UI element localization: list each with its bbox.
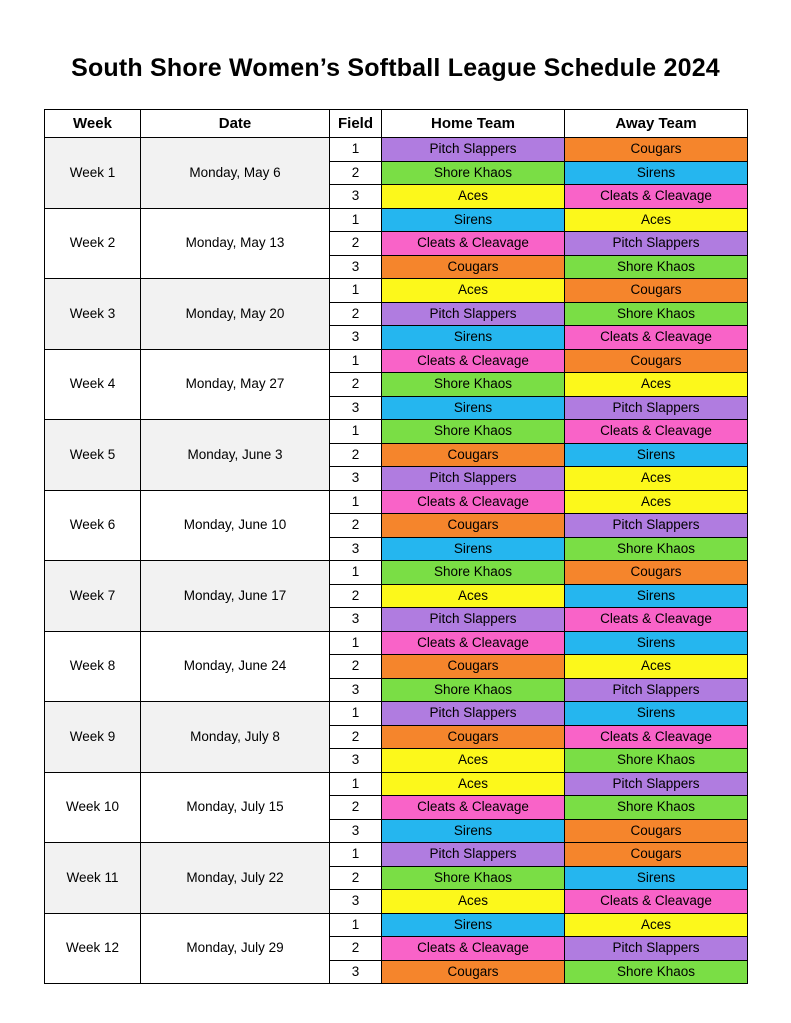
away-team-cell: Cougars: [565, 349, 748, 373]
table-row: [45, 420, 748, 444]
away-team-cell: Shore Khaos: [565, 960, 748, 984]
date-cell: Monday, July 22: [141, 843, 330, 914]
home-team-cell: Cleats & Cleavage: [382, 937, 565, 961]
date-cell: Monday, June 17: [141, 561, 330, 632]
table-row: [45, 913, 748, 937]
home-team-cell: Sirens: [382, 913, 565, 937]
page-title: South Shore Women’s Softball League Schedule 2024: [71, 54, 720, 82]
field-cell: 2: [330, 302, 382, 326]
field-cell: 2: [330, 866, 382, 890]
field-cell: 1: [330, 702, 382, 726]
home-team-cell: Shore Khaos: [382, 161, 565, 185]
away-team-cell: Cleats & Cleavage: [565, 185, 748, 209]
field-cell: 2: [330, 373, 382, 397]
date-cell: Monday, June 24: [141, 631, 330, 702]
column-header-home-team: Home Team: [382, 110, 565, 138]
table-row: [45, 490, 748, 514]
away-team-cell: Pitch Slappers: [565, 772, 748, 796]
home-team-cell: Aces: [382, 890, 565, 914]
away-team-cell: Shore Khaos: [565, 796, 748, 820]
date-cell: Monday, May 13: [141, 208, 330, 279]
schedule-table: [44, 109, 748, 984]
field-cell: 3: [330, 326, 382, 350]
field-cell: 3: [330, 467, 382, 491]
home-team-cell: Sirens: [382, 396, 565, 420]
field-cell: 1: [330, 420, 382, 444]
home-team-cell: Sirens: [382, 819, 565, 843]
column-header-field: Field: [330, 110, 382, 138]
week-cell: Week 2: [45, 208, 141, 279]
field-cell: 3: [330, 608, 382, 632]
table-row: [45, 138, 748, 162]
column-header-week: Week: [45, 110, 141, 138]
field-cell: 1: [330, 349, 382, 373]
home-team-cell: Pitch Slappers: [382, 138, 565, 162]
week-cell: Week 9: [45, 702, 141, 773]
away-team-cell: Pitch Slappers: [565, 678, 748, 702]
field-cell: 1: [330, 631, 382, 655]
table-row: [45, 702, 748, 726]
away-team-cell: Sirens: [565, 702, 748, 726]
field-cell: 1: [330, 843, 382, 867]
home-team-cell: Sirens: [382, 208, 565, 232]
week-cell: Week 3: [45, 279, 141, 350]
away-team-cell: Aces: [565, 467, 748, 491]
away-team-cell: Cougars: [565, 819, 748, 843]
field-cell: 1: [330, 279, 382, 303]
away-team-cell: Aces: [565, 490, 748, 514]
field-cell: 1: [330, 138, 382, 162]
field-cell: 1: [330, 561, 382, 585]
away-team-cell: Pitch Slappers: [565, 396, 748, 420]
field-cell: 3: [330, 185, 382, 209]
home-team-cell: Cougars: [382, 725, 565, 749]
away-team-cell: Sirens: [565, 443, 748, 467]
column-header-date: Date: [141, 110, 330, 138]
date-cell: Monday, May 6: [141, 138, 330, 209]
away-team-cell: Aces: [565, 913, 748, 937]
field-cell: 2: [330, 443, 382, 467]
table-row: [45, 843, 748, 867]
field-cell: 1: [330, 208, 382, 232]
home-team-cell: Shore Khaos: [382, 373, 565, 397]
home-team-cell: Aces: [382, 279, 565, 303]
date-cell: Monday, July 15: [141, 772, 330, 843]
field-cell: 2: [330, 937, 382, 961]
home-team-cell: Shore Khaos: [382, 420, 565, 444]
away-team-cell: Pitch Slappers: [565, 937, 748, 961]
home-team-cell: Pitch Slappers: [382, 302, 565, 326]
away-team-cell: Cougars: [565, 843, 748, 867]
week-cell: Week 6: [45, 490, 141, 561]
week-cell: Week 4: [45, 349, 141, 420]
table-row: [45, 561, 748, 585]
home-team-cell: Cleats & Cleavage: [382, 631, 565, 655]
home-team-cell: Cleats & Cleavage: [382, 490, 565, 514]
away-team-cell: Cleats & Cleavage: [565, 890, 748, 914]
away-team-cell: Shore Khaos: [565, 302, 748, 326]
field-cell: 1: [330, 913, 382, 937]
table-row: [45, 631, 748, 655]
home-team-cell: Aces: [382, 185, 565, 209]
home-team-cell: Shore Khaos: [382, 678, 565, 702]
away-team-cell: Shore Khaos: [565, 749, 748, 773]
home-team-cell: Cougars: [382, 655, 565, 679]
week-cell: Week 10: [45, 772, 141, 843]
column-header-away-team: Away Team: [565, 110, 748, 138]
week-cell: Week 8: [45, 631, 141, 702]
field-cell: 2: [330, 514, 382, 538]
home-team-cell: Cougars: [382, 443, 565, 467]
field-cell: 2: [330, 655, 382, 679]
field-cell: 3: [330, 749, 382, 773]
week-cell: Week 5: [45, 420, 141, 491]
home-team-cell: Aces: [382, 584, 565, 608]
away-team-cell: Shore Khaos: [565, 255, 748, 279]
week-cell: Week 11: [45, 843, 141, 914]
away-team-cell: Cleats & Cleavage: [565, 420, 748, 444]
home-team-cell: Shore Khaos: [382, 561, 565, 585]
field-cell: 3: [330, 537, 382, 561]
date-cell: Monday, July 29: [141, 913, 330, 984]
away-team-cell: Aces: [565, 373, 748, 397]
away-team-cell: Aces: [565, 655, 748, 679]
date-cell: Monday, May 20: [141, 279, 330, 350]
home-team-cell: Sirens: [382, 326, 565, 350]
field-cell: 3: [330, 678, 382, 702]
away-team-cell: Aces: [565, 208, 748, 232]
away-team-cell: Pitch Slappers: [565, 514, 748, 538]
home-team-cell: Pitch Slappers: [382, 843, 565, 867]
home-team-cell: Pitch Slappers: [382, 467, 565, 491]
away-team-cell: Sirens: [565, 866, 748, 890]
home-team-cell: Aces: [382, 749, 565, 773]
week-cell: Week 7: [45, 561, 141, 632]
home-team-cell: Pitch Slappers: [382, 608, 565, 632]
away-team-cell: Sirens: [565, 631, 748, 655]
date-cell: Monday, June 10: [141, 490, 330, 561]
away-team-cell: Cleats & Cleavage: [565, 326, 748, 350]
date-cell: Monday, May 27: [141, 349, 330, 420]
away-team-cell: Cougars: [565, 561, 748, 585]
field-cell: 2: [330, 796, 382, 820]
table-header: [45, 110, 748, 138]
away-team-cell: Cleats & Cleavage: [565, 725, 748, 749]
away-team-cell: Sirens: [565, 161, 748, 185]
home-team-cell: Aces: [382, 772, 565, 796]
table-body: [45, 138, 748, 984]
home-team-cell: Cleats & Cleavage: [382, 232, 565, 256]
home-team-cell: Pitch Slappers: [382, 702, 565, 726]
date-cell: Monday, July 8: [141, 702, 330, 773]
away-team-cell: Cleats & Cleavage: [565, 608, 748, 632]
header-row: [45, 110, 748, 138]
away-team-cell: Shore Khaos: [565, 537, 748, 561]
table-row: [45, 349, 748, 373]
table-row: [45, 279, 748, 303]
home-team-cell: Sirens: [382, 537, 565, 561]
field-cell: 2: [330, 725, 382, 749]
home-team-cell: Shore Khaos: [382, 866, 565, 890]
week-cell: Week 1: [45, 138, 141, 209]
away-team-cell: Cougars: [565, 279, 748, 303]
week-cell: Week 12: [45, 913, 141, 984]
date-cell: Monday, June 3: [141, 420, 330, 491]
table-row: [45, 208, 748, 232]
field-cell: 3: [330, 396, 382, 420]
away-team-cell: Sirens: [565, 584, 748, 608]
home-team-cell: Cougars: [382, 514, 565, 538]
home-team-cell: Cougars: [382, 255, 565, 279]
table-row: [45, 772, 748, 796]
field-cell: 2: [330, 584, 382, 608]
field-cell: 3: [330, 890, 382, 914]
field-cell: 1: [330, 490, 382, 514]
field-cell: 2: [330, 161, 382, 185]
field-cell: 1: [330, 772, 382, 796]
field-cell: 3: [330, 960, 382, 984]
field-cell: 3: [330, 819, 382, 843]
home-team-cell: Cleats & Cleavage: [382, 349, 565, 373]
away-team-cell: Cougars: [565, 138, 748, 162]
field-cell: 2: [330, 232, 382, 256]
away-team-cell: Pitch Slappers: [565, 232, 748, 256]
home-team-cell: Cougars: [382, 960, 565, 984]
field-cell: 3: [330, 255, 382, 279]
home-team-cell: Cleats & Cleavage: [382, 796, 565, 820]
